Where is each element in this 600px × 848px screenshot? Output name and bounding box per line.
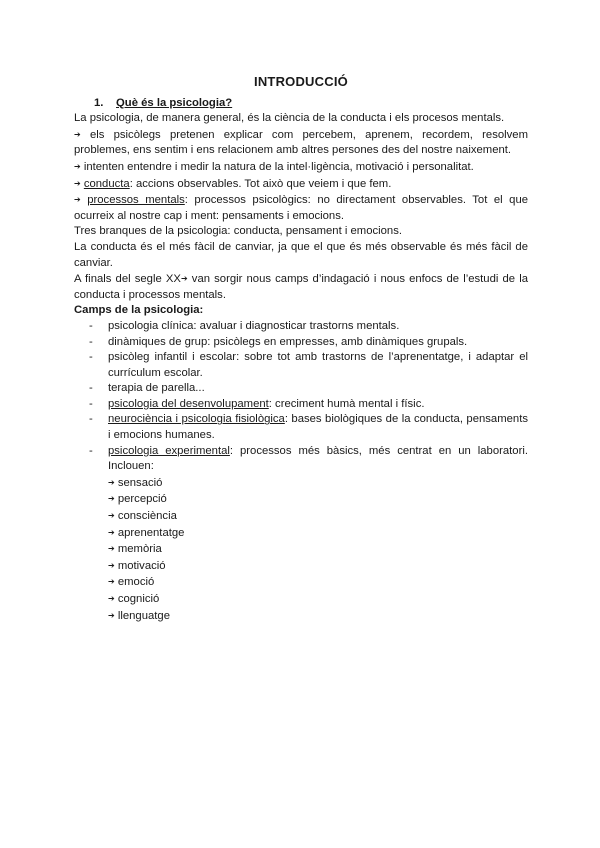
arrow-icon: ➔ [108,544,115,554]
section-number: 1. [94,96,104,109]
term-neurociencia: neurociència i psicologia fisiològica [108,413,285,426]
section-heading [94,96,528,112]
experimental-sublist [108,475,528,624]
sublist-item: ➔ motivació [108,559,166,572]
sublist-item: ➔ cognició [108,593,160,605]
arrow-icon: ➔ [108,560,115,570]
list-item: - terapia de parella... [89,382,205,395]
term-desenvolupament: psicologia del desenvolupament [108,397,269,410]
arrow-icon: ➔ [74,129,81,139]
list-item: - neurociència i psicologia fisiològica: bases biològiques de la conducta, pensaments i emocions humanes. [89,413,528,442]
term-processos-mentals: processos mentals [87,194,185,207]
list-item: - psicologia experimental: processos més bàsics, més centrat en un laboratori. Inclouen: ➔ sensació ➔ percepció ➔ consciència ➔ aprenentatge ➔ memòria ➔ motivació ➔ emoció ➔ cognició ➔ llenguatge [74,444,528,625]
list-item: - dinàmiques de grup: psicòlegs en empresses, amb dinàmiques grupals. [89,335,468,348]
paragraph-history: A finals del segle XX➔ van sorgir nous camps d’indagació i nous enfocs de l’estudi de la conducta i processos mentals. [74,273,528,301]
paragraph-psychologists: ➔ els psicòlegs pretenen explicar com percebem, aprenem, recordem, resolvem problemes, ens sentim i ens relacionem amb altres persones des del nostre naixement. [74,128,528,157]
arrow-icon: ➔ [108,494,115,504]
fields-list [74,319,528,624]
paragraph-definition: La psicologia, de manera general, és la ciència de la conducta i els procesos mentals. [74,112,505,125]
arrow-icon: ➔ [108,594,115,603]
sublist-item: ➔ sensació [108,476,163,489]
sublist-item: ➔ llenguatge [108,609,170,622]
sublist-item: ➔ consciència [108,510,177,523]
sublist-item: ➔ memòria [108,543,162,556]
arrow-icon: ➔ [74,161,81,171]
page-title: INTRODUCCIÓ [254,74,348,89]
paragraph-processos-mentals: ➔ processos mentals: processos psicològics: no directament observables. Tot el que ocurreix al nostre cap i ment: pensaments i emocions. [74,194,529,222]
sublist-item: ➔ percepció [108,493,167,506]
sublist-item: ➔ aprenentatge [108,526,185,539]
arrow-icon: ➔ [180,274,188,284]
term-experimental: psicologia experimental [108,444,230,457]
fields-heading: Camps de la psicologia: [74,304,204,317]
arrow-icon: ➔ [108,477,115,487]
arrow-icon: ➔ [108,577,115,587]
paragraph-conducta: ➔ conducta: accions observables. Tot això que veiem i que fem. [74,177,392,190]
paragraph-intelligence: ➔ intenten entendre i medir la natura de la intel·ligència, motivació i personalitat. [74,160,474,173]
term-conducta: conducta [83,177,130,190]
arrow-icon: ➔ [74,178,81,188]
list-item: - psicòleg infantil i escolar: sobre tot amb trastorns de l’aprenentatge, i adaptar el currículum escolar. [89,351,528,379]
paragraph-branches: Tres branques de la psicologia: conducta, pensament i emocions. [74,225,403,238]
document-page [74,74,528,624]
arrow-icon: ➔ [74,195,81,205]
arrow-icon: ➔ [108,610,115,620]
sublist-item: ➔ emoció [108,576,155,589]
arrow-icon: ➔ [108,527,115,537]
arrow-icon: ➔ [108,511,115,521]
section-heading-text: Què és la psicologia? [116,96,233,109]
list-item: - psicologia clínica: avaluar i diagnosticar trastorns mentals. [89,319,400,332]
list-item: - psicologia del desenvolupament: creciment humà mental i físic. [89,397,425,410]
paragraph-conduct-change: La conducta és el més fàcil de canviar, ja que el que és més observable és més fàcil de canviar. [74,240,528,269]
